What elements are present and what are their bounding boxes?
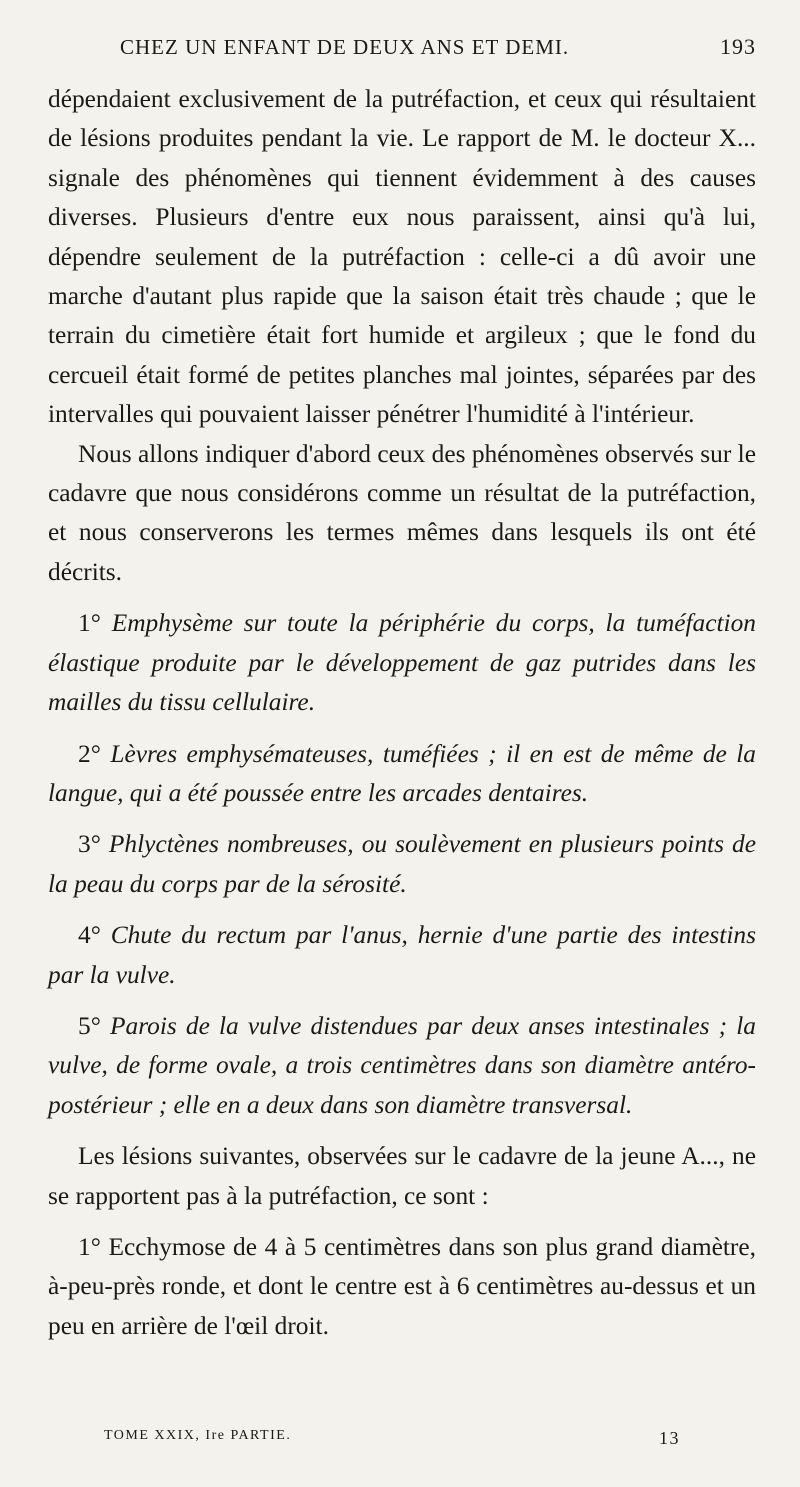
paragraph-intro-lesions: Les lésions suivantes, observées sur le cadavre de la jeune A..., ne se rapportent pas à la putréfaction, ce sont : (48, 1142, 756, 1210)
volume-line: TOME XXIX, Ire PARTIE. (104, 1428, 292, 1443)
page-number: 193 (720, 34, 756, 59)
list-item-putrefaction-3 (48, 825, 756, 904)
item-text: Chute du rectum par l'anus, hernie d'une partie des intestins par la vulve. (48, 921, 756, 989)
signature-mark: 13 (659, 1428, 680, 1448)
item-number: 1° (78, 609, 101, 638)
item-text: Parois de la vulve distendues par deux anses intestinales ; la vulve, de forme ovale, a trois centimètres dans son diamètre antéro-postérieur ; elle en a deux dans son diamètre transversal. (48, 1011, 757, 1119)
list-item-lesion-1 (48, 1228, 756, 1346)
item-number: 2° (78, 739, 101, 768)
list-item-putrefaction-4 (48, 916, 756, 995)
page-footer (104, 1428, 680, 1449)
page-body (48, 80, 756, 1346)
paragraph-intro-putrefaction: Nous allons indiquer d'abord ceux des phénomènes observés sur le cadavre que nous considérons comme un résultat de la putréfaction, et nous conserverons les termes mêmes dans lesquels ils ont été décrits. (48, 439, 756, 586)
paragraph-continuation: dépendaient exclusivement de la putréfaction, et ceux qui résultaient de lésions produites pendant la vie. Le rapport de M. le docteur X... signale des phénomènes qui tiennent évidemment à des causes diverses. Plusieurs d'entre eux nous paraissent, ainsi qu'à lui, dépendre seulement de la putréfaction : celle-ci a dû avoir une marche d'autant plus rapide que la saison était très chaude ; que le terrain du cimetière était fort humide et argileux ; que le fond du cercueil était formé de petites planches mal jointes, séparées par des intervalles qui pouvaient laisser pénétrer l'humidité à l'intérieur. (48, 85, 756, 429)
item-text: Ecchymose de 4 à 5 centimètres dans son plus grand diamètre, à-peu-près ronde, et dont le centre est à 6 centimètres au-dessus et un peu en arrière de l'œil droit. (48, 1232, 756, 1340)
list-item-putrefaction-1 (48, 604, 756, 722)
item-text: Lèvres emphysémateuses, tuméfiées ; il en est de même de la langue, qui a été poussée entre les arcades dentaires. (48, 739, 756, 807)
running-title: CHEZ UN ENFANT DE DEUX ANS ET DEMI. (120, 35, 570, 59)
item-number: 3° (78, 830, 101, 859)
item-number: 5° (78, 1011, 101, 1040)
item-text: Emphysème sur toute la périphérie du corps, la tuméfaction élastique produite par le développement de gaz putrides dans les mailles du tissu cellulaire. (48, 609, 756, 717)
item-number: 1° (78, 1232, 101, 1261)
item-number: 4° (78, 921, 101, 950)
list-item-putrefaction-2 (48, 735, 756, 814)
item-text: Phlyctènes nombreuses, ou soulèvement en plusieurs points de la peau du corps par de la sérosité. (48, 830, 756, 898)
running-head (48, 34, 756, 74)
list-item-putrefaction-5 (48, 1007, 756, 1125)
